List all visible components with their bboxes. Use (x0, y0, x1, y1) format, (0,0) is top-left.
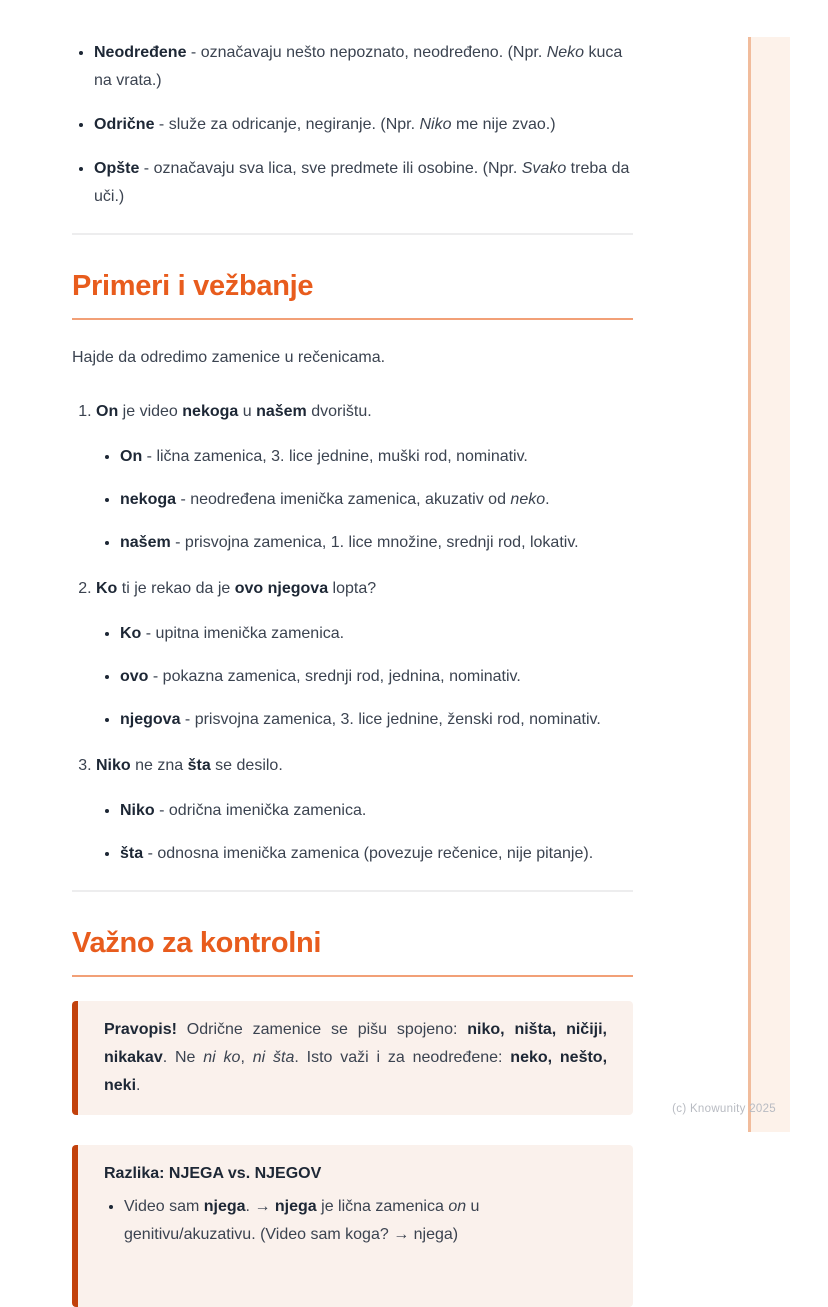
analysis-item: • Niko - odrična imenička zamenica. (120, 796, 633, 825)
section-divider (72, 890, 633, 892)
callout-razlika (72, 1145, 633, 1307)
analysis-item: • šta - odnosna imenička zamenica (povezuje rečenice, nije pitanje). (120, 839, 633, 868)
analysis-list (96, 442, 633, 557)
analysis-list (96, 619, 633, 734)
analysis-list (96, 796, 633, 868)
example-sentence: 1. On je video nekoga u našem dvorištu. (96, 403, 372, 420)
analysis-item: • Ko - upitna imenička zamenica. (120, 619, 633, 648)
analysis-item: • nekoga - neodređena imenička zamenica, akuzativ od neko. (120, 485, 633, 514)
page-edge-stripe (748, 37, 790, 1132)
callout-bullet-item: • Video sam njega. → njega je lična zamenica on u genitivu/akuzativu. (Video sam koga? → njega) (124, 1192, 607, 1249)
section-title-vazno: Važno za kontrolni (72, 926, 633, 977)
intro-paragraph: Hajde da odredimo zamenice u rečenicama. (72, 349, 386, 366)
analysis-item: • ovo - pokazna zamenica, srednji rod, jednina, nominativ. (120, 662, 633, 691)
example-sentence: 2. Ko ti je rekao da je ovo njegova lopta? (96, 580, 377, 597)
example-item (96, 575, 633, 734)
pronoun-types-list (72, 38, 633, 211)
footer-credit: (c) Knowunity 2025 (672, 1103, 776, 1115)
analysis-item: • On - lična zamenica, 3. lice jednine, muški rod, nominativ. (120, 442, 633, 471)
list-item: • Neodređene - označavaju nešto nepoznato, neodređeno. (Npr. Neko kuca na vrata.) (94, 38, 633, 95)
analysis-item: • našem - prisvojna zamenica, 1. lice množine, srednji rod, lokativ. (120, 528, 633, 557)
section-title-primeri: Primeri i vežbanje (72, 269, 633, 320)
callout-bullets (104, 1192, 607, 1249)
callout-pravopis (72, 1001, 633, 1115)
document-content (72, 0, 633, 1307)
list-item: • Odrične - služe za odricanje, negiranje. (Npr. Niko me nije zvao.) (94, 110, 633, 139)
callout-text: Pravopis! Odrične zamenice se pišu spojeno: niko, ništa, ničiji, nikakav. Ne ni ko, ni šta. Isto važi i za neodređene: neko, nešto, neki. (104, 1021, 608, 1094)
list-item: • Opšte - označavaju sva lica, sve predmete ili osobine. (Npr. Svako treba da uči.) (94, 154, 633, 211)
callout-heading: Razlika: NJEGA vs. NJEGOV (104, 1165, 322, 1182)
example-item (96, 752, 633, 868)
analysis-item: • njegova - prisvojna zamenica, 3. lice jednine, ženski rod, nominativ. (120, 705, 633, 734)
examples-list (72, 398, 633, 868)
example-item (96, 398, 633, 557)
example-sentence: 3. Niko ne zna šta se desilo. (96, 757, 283, 774)
section-divider (72, 233, 633, 235)
